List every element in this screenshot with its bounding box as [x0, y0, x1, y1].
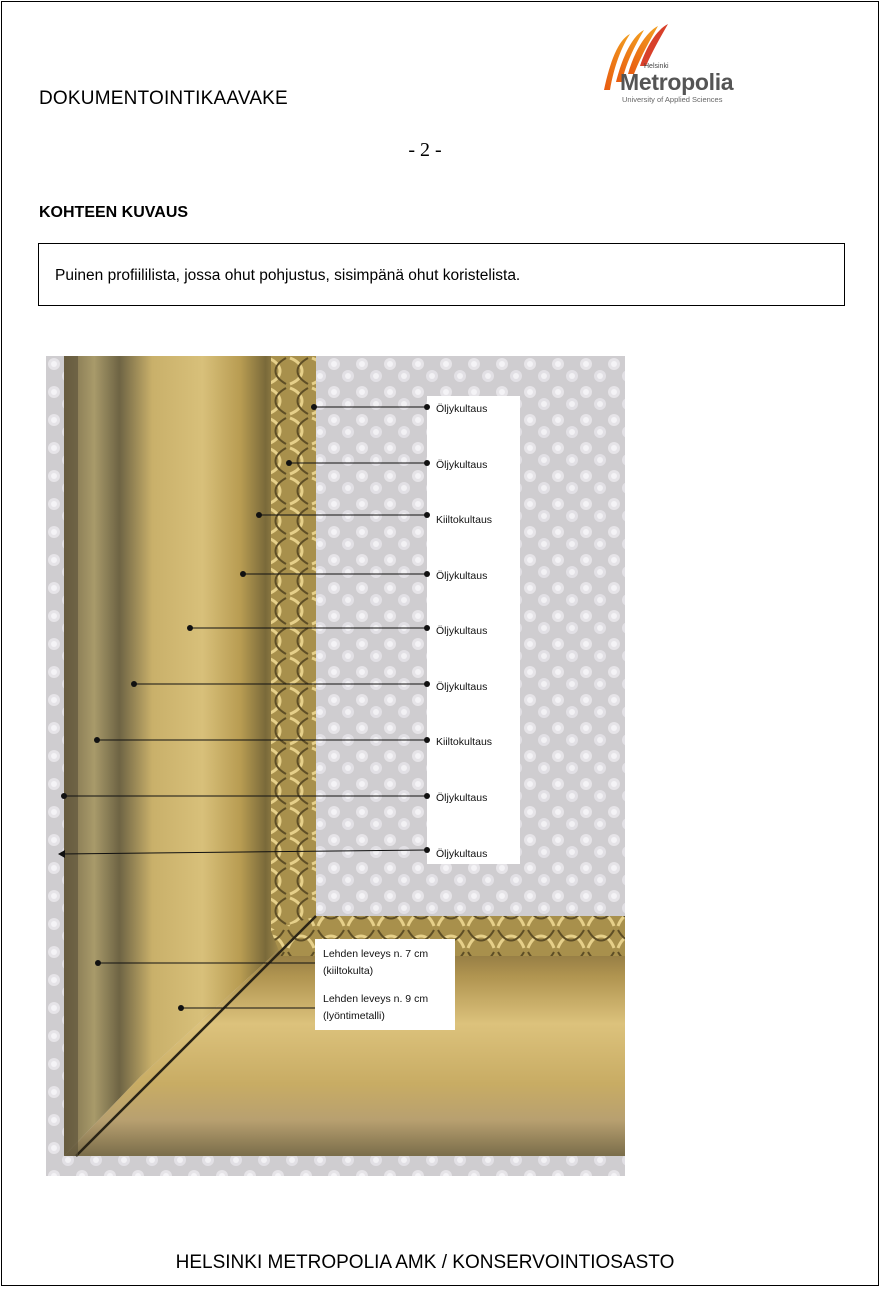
leaf-label-2-line1: Lehden leveys n. 9 cm — [323, 993, 429, 1005]
label-5: Öljykultaus — [436, 625, 488, 637]
footer: HELSINKI METROPOLIA AMK / KONSERVOINTIOSASTO — [175, 1252, 675, 1273]
label-3: Kiiltokultaus — [436, 514, 493, 526]
logo-tagline: University of Applied Sciences — [622, 95, 723, 104]
section-heading: KOHTEEN KUVAUS — [39, 204, 189, 221]
leaf-label-1-line1: Lehden leveys n. 7 cm — [323, 948, 429, 960]
label-2: Öljykultaus — [436, 459, 488, 471]
leaf-label-1-line2: (kiiltokulta) — [323, 965, 374, 977]
outer-edge — [64, 356, 78, 1156]
logo-name: Metropolia — [620, 69, 734, 95]
label-7: Kiiltokultaus — [436, 736, 493, 748]
frame-photo — [46, 356, 625, 1176]
vertical-ornament-strip — [271, 356, 316, 931]
logo-small-text: Helsinki — [644, 63, 669, 70]
description-text: Puinen profiililista, jossa ohut pohjustus, sisimpänä ohut koristelista. — [55, 267, 521, 284]
label-1: Öljykultaus — [436, 403, 488, 415]
label-4: Öljykultaus — [436, 570, 488, 582]
label-6: Öljykultaus — [436, 681, 488, 693]
description-box — [38, 243, 845, 306]
document-title: DOKUMENTOINTIKAAVAKE — [39, 88, 288, 109]
metropolia-logo — [600, 22, 760, 112]
page-number: - 2 - — [408, 139, 442, 161]
label-9: Öljykultaus — [436, 848, 488, 860]
leaf-label-2-line2: (lyöntimetalli) — [323, 1010, 385, 1022]
label-8: Öljykultaus — [436, 792, 488, 804]
